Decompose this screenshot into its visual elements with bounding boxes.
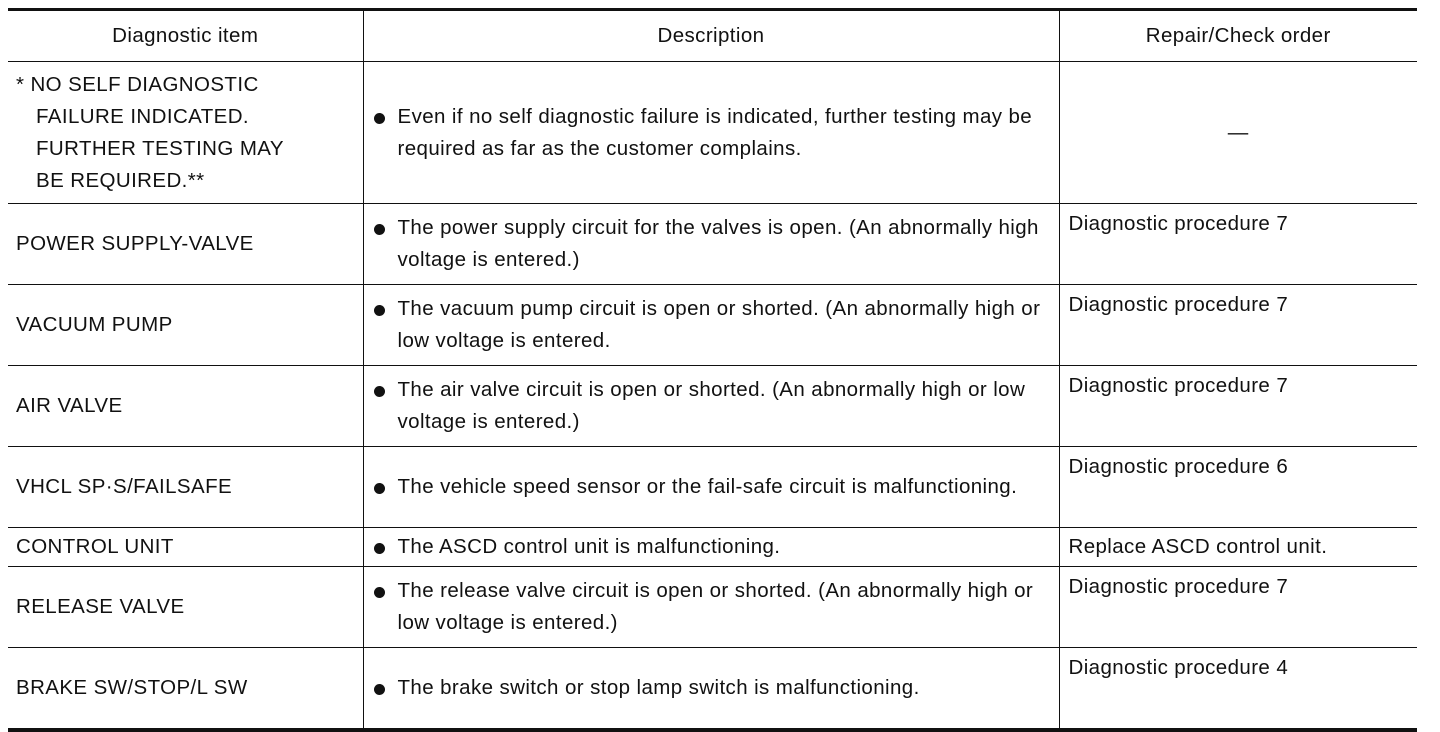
description-cell (363, 528, 1059, 567)
repair-order-cell: Diagnostic procedure 6 (1059, 447, 1417, 528)
bullet-icon (374, 113, 385, 124)
description-cell (363, 204, 1059, 285)
diagnostic-item-cell: VACUUM PUMP (8, 285, 363, 366)
item-line: BE REQUIRED.** (36, 168, 205, 192)
repair-order-cell (1059, 62, 1417, 204)
header-description: Description (363, 10, 1059, 62)
repair-order-cell: Diagnostic procedure 7 (1059, 285, 1417, 366)
header-repair-check-order: Repair/Check order (1059, 10, 1417, 62)
description-text: The release valve circuit is open or shorted. (An abnormally high or low voltage is entered.) (397, 579, 1034, 634)
table-row (8, 648, 1417, 731)
table-row (8, 528, 1417, 567)
repair-order-cell: Replace ASCD control unit. (1059, 528, 1417, 567)
description-cell (363, 648, 1059, 731)
description-cell (363, 366, 1059, 447)
repair-order-cell: Diagnostic procedure 4 (1059, 648, 1417, 731)
diagnostic-table (8, 8, 1417, 732)
repair-order-cell: Diagnostic procedure 7 (1059, 204, 1417, 285)
table-row (8, 285, 1417, 366)
bullet-icon (374, 543, 385, 554)
diagnostic-item-cell: VHCL SP·S/FAILSAFE (8, 447, 363, 528)
item-line: * NO SELF DIAGNOSTIC (16, 72, 259, 96)
diagnostic-item-cell (8, 62, 363, 204)
bullet-icon (374, 587, 385, 598)
diagnostic-item-cell: CONTROL UNIT (8, 528, 363, 567)
table-row (8, 62, 1417, 204)
bullet-icon (374, 483, 385, 494)
description-text: The brake switch or stop lamp switch is malfunctioning. (397, 676, 920, 699)
description-cell (363, 285, 1059, 366)
description-cell (363, 62, 1059, 204)
diagnostic-item-cell: BRAKE SW/STOP/L SW (8, 648, 363, 731)
table-row (8, 366, 1417, 447)
description-text: The ASCD control unit is malfunctioning. (397, 535, 781, 558)
item-line: FAILURE INDICATED. (36, 104, 249, 128)
description-text: The vehicle speed sensor or the fail-safe circuit is malfunctioning. (397, 475, 1018, 498)
diagnostic-item-cell: AIR VALVE (8, 366, 363, 447)
bullet-icon (374, 684, 385, 695)
table-row (8, 447, 1417, 528)
diagnostic-item-cell: POWER SUPPLY-VALVE (8, 204, 363, 285)
description-text: The power supply circuit for the valves is open. (An abnormally high voltage is entered.) (397, 216, 1039, 271)
bullet-icon (374, 224, 385, 235)
diagnostic-item-cell: RELEASE VALVE (8, 567, 363, 648)
description-text: The vacuum pump circuit is open or shorted. (An abnormally high or low voltage is entered. (397, 297, 1041, 352)
table-row (8, 567, 1417, 648)
repair-order-cell: Diagnostic procedure 7 (1059, 567, 1417, 648)
table-row (8, 204, 1417, 285)
bullet-icon (374, 386, 385, 397)
description-cell (363, 447, 1059, 528)
header-diagnostic-item: Diagnostic item (8, 10, 363, 62)
description-text: The air valve circuit is open or shorted. (An abnormally high or low voltage is entered.) (397, 378, 1026, 433)
repair-order-cell: Diagnostic procedure 7 (1059, 366, 1417, 447)
table-header-row (8, 10, 1417, 62)
item-line: FURTHER TESTING MAY (36, 136, 284, 160)
description-text: Even if no self diagnostic failure is indicated, further testing may be required as far as the customer complains. (397, 104, 1033, 160)
bullet-icon (374, 305, 385, 316)
description-cell (363, 567, 1059, 648)
repair-order-text: — (1227, 120, 1249, 144)
